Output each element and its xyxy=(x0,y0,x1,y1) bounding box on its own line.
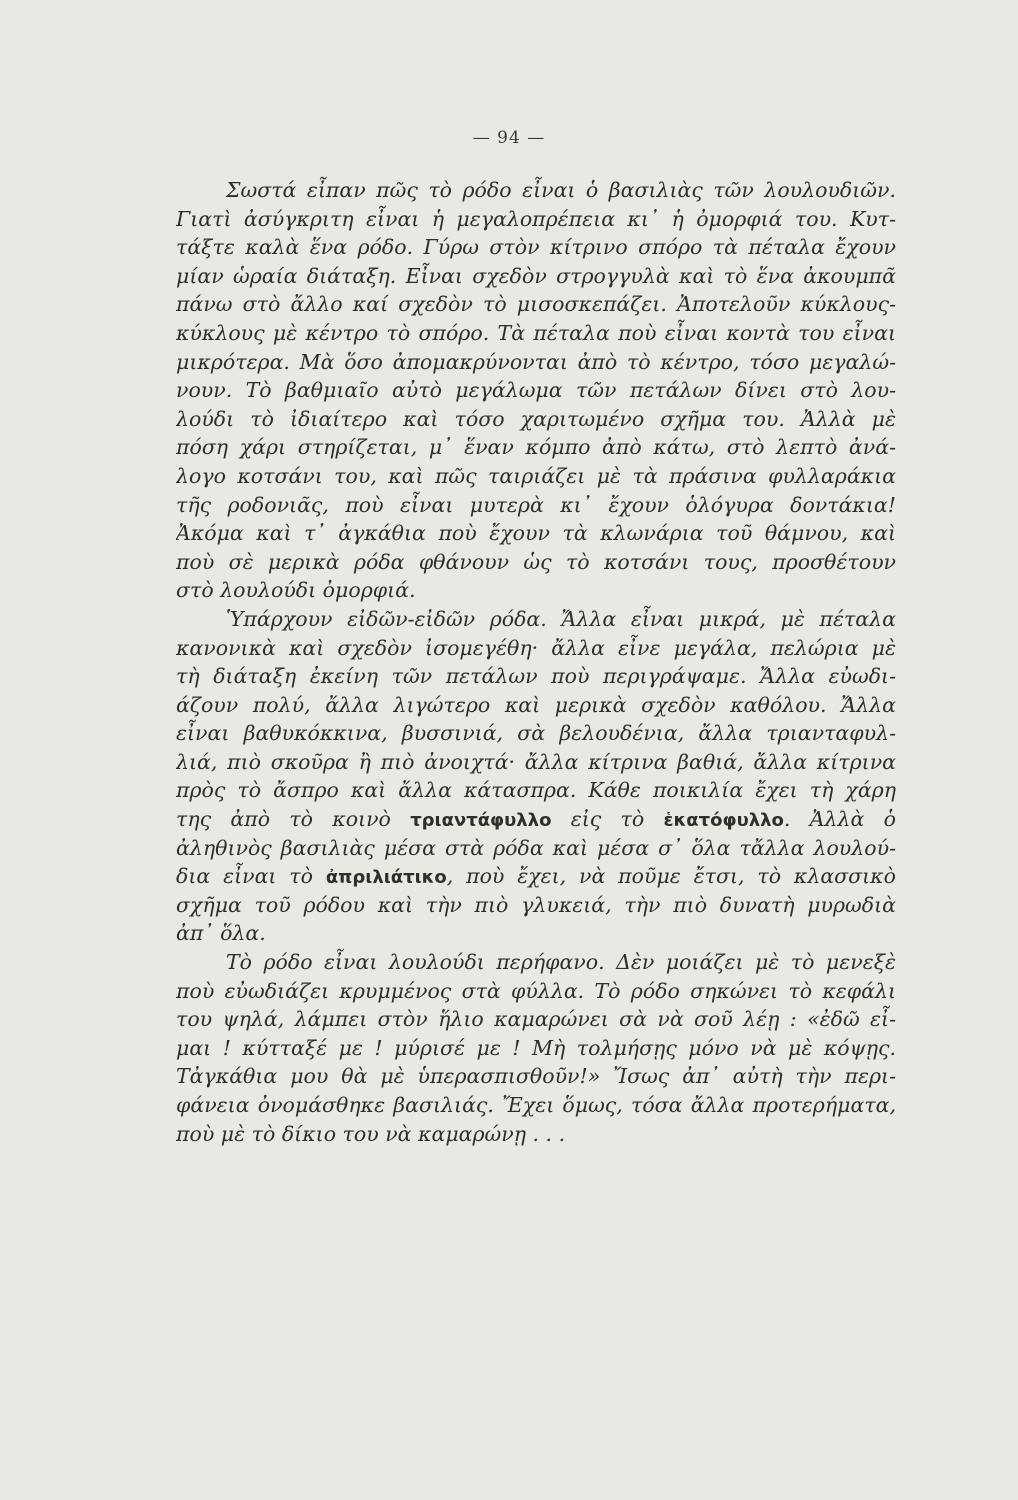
text-line: τῆς ροδονιᾶς, ποὺ εἶναι μυτερὰ κι᾽ ἔχουν ὁλόγυρα δοντάκια! xyxy=(176,492,896,517)
text-line: κύκλους μὲ κέντρο τὸ σπόρο. Τὰ πέταλα ποὺ εἶναι κοντὰ του εἶναι xyxy=(176,320,896,345)
text-line: μίαν ὡραία διάταξη. Εἶναι σχεδὸν στρογγυλὰ καὶ τὸ ἕνα ἀκουμπᾶ xyxy=(176,263,896,288)
emphasis-word: ἀπριλιάτικο xyxy=(325,867,447,889)
text-line: ποὺ μὲ τὸ δίκιο του νὰ καμαρώνῃ . . . xyxy=(176,1121,566,1146)
page-number: — 94 — xyxy=(472,128,546,148)
text-line: κανονικὰ καὶ σχεδὸν ἰσομεγέθη· ἄλλα εἶνε μεγάλα, πελώρια μὲ xyxy=(176,635,896,660)
emphasis-word: τριαντάφυλλο xyxy=(410,810,552,832)
text-line: Γιατὶ ἀσύγκριτη εἶναι ἡ μεγαλοπρέπεια κι᾽ ἡ ὀμορφιά του. Κυτ- xyxy=(176,206,896,231)
text-line: Τἀγκάθια μου θὰ μὲ ὑπερασπισθοῦν!» Ἴσως ἀπ᾽ αὐτὴ τὴν περι- xyxy=(176,1064,896,1089)
text-line: φάνεια ὀνομάσθηκε βασιλιάς. Ἔχει ὅμως, τόσα ἄλλα προτερήματα, xyxy=(176,1093,896,1117)
line-text: . Ἀλλὰ ὁ xyxy=(783,807,896,832)
text-line-with-emphasis xyxy=(176,862,896,891)
text-line: Ἀκόμα καὶ τ᾽ ἀγκάθια ποὺ ἔχουν τὰ κλωνάρια τοῦ θάμνου, καὶ xyxy=(176,521,896,546)
text-line: σχῆμα τοῦ ρόδου καὶ τὴν πιὸ γλυκειά, τὴν πιὸ δυνατὴ μυρωδιὰ xyxy=(176,892,896,917)
text-line: λιά, πιὸ σκοῦρα ἢ πιὸ ἀνοιχτά· ἄλλα κίτρινα βαθιά, ἄλλα κίτρινα xyxy=(176,749,896,774)
text-line: του ψηλά, λάμπει στὸν ἥλιο καμαρώνει σὰ νὰ σοῦ λέῃ : «ἐδῶ εἶ- xyxy=(176,1007,896,1032)
text-line: ἀπ᾽ ὅλα. xyxy=(176,921,266,946)
text-line: ποὺ σὲ μερικὰ ρόδα φθάνουν ὡς τὸ κοτσάνι τους, προσθέτουν xyxy=(176,549,896,574)
line-text: , ποὺ ἔχει, νὰ ποῦμε ἔτσι, τὸ κλασσικὸ xyxy=(446,864,896,889)
text-line: πρὸς τὸ ἄσπρο καὶ ἄλλα κάτασπρα. Κάθε ποικιλία ἔχει τὴ χάρη xyxy=(176,778,896,803)
text-line: πάνω στὸ ἄλλο καί σχεδὸν τὸ μισοσκεπάζει. Ἀποτελοῦν κύκλους- xyxy=(176,292,896,317)
text-line: ποὺ εὐωδιάζει κρυμμένος στὰ φύλλα. Τὸ ρόδο σηκώνει τὸ κεφάλι xyxy=(176,978,896,1003)
text-line: άζουν πολύ, ἄλλα λιγώτερο καὶ μερικὰ σχεδὸν καθόλου. Ἄλλα xyxy=(176,692,896,717)
text-line: λούδι τὸ ἰδιαίτερο καὶ τόσο χαριτωμένο σχῆμα του. Ἀλλὰ μὲ xyxy=(176,406,896,431)
emphasis-word: ἑκατόφυλλο xyxy=(663,810,784,832)
text-line: εἶναι βαθυκόκκινα, βυσσινιά, σὰ βελουδένια, ἄλλα τριανταφυλ- xyxy=(176,721,896,746)
body-text xyxy=(176,176,896,1148)
text-line: Τὸ ρόδο εἶναι λουλούδι περήφανο. Δὲν μοιάζει μὲ τὸ μενεξὲ xyxy=(226,950,896,975)
text-line: λογο κοτσάνι του, καὶ πῶς ταιριάζει μὲ τὰ πράσινα φυλλαράκια xyxy=(176,463,896,488)
text-line: στὸ λουλούδι ὀμορφιά. xyxy=(176,578,416,603)
line-text: της ἀπὸ τὸ κοινὸ xyxy=(176,807,391,832)
text-line: τὴ διάταξη ἐκείνη τῶν πετάλων ποὺ περιγράψαμε. Ἄλλα εὐωδι- xyxy=(176,664,896,689)
line-text: εἰς τὸ xyxy=(570,807,645,832)
text-line: ἀληθινὸς βασιλιὰς μέσα στὰ ρόδα καὶ μέσα σ᾽ ὅλα τἄλλα λουλού- xyxy=(176,835,896,860)
text-line: Ὑπάρχουν εἰδῶν-εἰδῶν ρόδα. Ἄλλα εἶναι μικρά, μὲ πέταλα xyxy=(226,606,896,631)
text-line-with-emphasis xyxy=(176,805,896,834)
text-line: μαι ! κύτταξέ με ! μύρισέ με ! Μὴ τολμήσῃς μόνο νὰ μὲ κόψῃς. xyxy=(176,1035,896,1060)
text-line: μικρότερα. Μὰ ὅσο ἀπομακρύνονται ἀπὸ τὸ κέντρο, τόσο μεγαλώ- xyxy=(176,349,896,374)
text-line: νουν. Τὸ βαθμιαῖο αὐτὸ μεγάλωμα τῶν πετάλων δίνει στὸ λου- xyxy=(176,378,896,403)
line-text: δια εἶναι τὸ xyxy=(176,864,313,889)
text-line: τάξτε καλὰ ἕνα ρόδο. Γύρω στὸν κίτρινο σπόρο τὰ πέταλα ἔχουν xyxy=(176,235,896,260)
text-line: Σωστά εἶπαν πῶς τὸ ρόδο εἶναι ὁ βασιλιὰς τῶν λουλουδιῶν. xyxy=(226,178,896,202)
text-line: πόση χάρι στηρίζεται, μ᾽ ἕναν κόμπο ἀπὸ κάτω, στὸ λεπτὸ ἀνά- xyxy=(176,435,896,460)
